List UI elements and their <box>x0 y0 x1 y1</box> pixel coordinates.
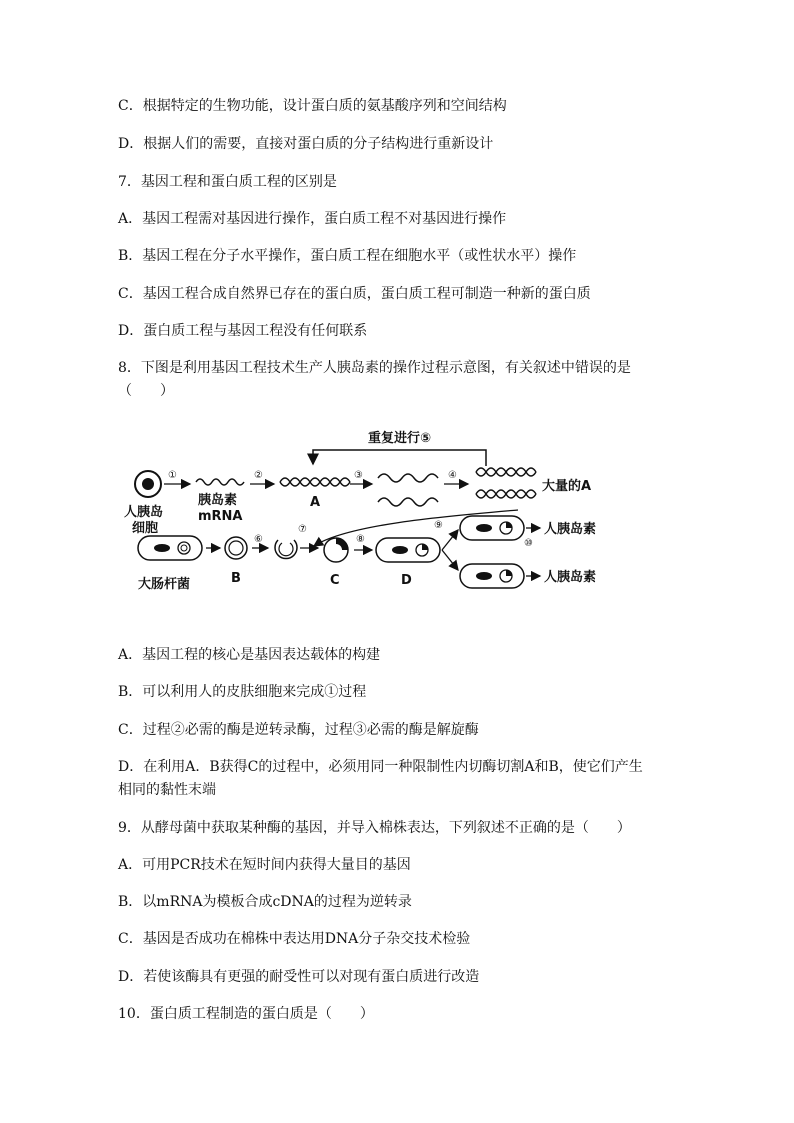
q9-option-b: B．以mRNA为模板合成cDNA的过程为逆转录 <box>118 894 412 910</box>
a-label: A <box>310 495 321 510</box>
svg-text:mRNA: mRNA <box>198 509 243 524</box>
svg-text:⑧: ⑧ <box>356 534 365 545</box>
cut-plasmid-icon <box>279 543 293 556</box>
q9-option-a: A．可用PCR技术在短时间内获得大量目的基因 <box>118 857 411 873</box>
svg-text:⑨: ⑨ <box>434 520 443 531</box>
repeat-label: 重复进行⑤ <box>368 431 432 446</box>
plasmid-b-icon <box>225 537 247 559</box>
question-10: 10．蛋白质工程制造的蛋白质是（ ） <box>118 1006 374 1022</box>
question-7: 7．基因工程和蛋白质工程的区别是 <box>118 174 337 190</box>
insulin-mrna-label: 胰岛素 <box>198 493 238 508</box>
svg-text:⑥: ⑥ <box>254 534 263 545</box>
ecoli-label: 大肠杆菌 <box>138 577 191 592</box>
svg-text:⑦: ⑦ <box>298 524 307 535</box>
human-insulin-label-1: 人胰岛素 <box>544 522 597 537</box>
option-c-text: C．根据特定的生物功能，设计蛋白质的氨基酸序列和空间结构 <box>118 98 507 114</box>
q8-option-a: A．基因工程的核心是基因表达载体的构建 <box>118 647 381 663</box>
q9-option-d: D．若使该酶具有更强的耐受性可以对现有蛋白质进行改造 <box>118 969 480 985</box>
many-a-label: 大量的A <box>542 479 592 494</box>
svg-text:④: ④ <box>448 470 457 481</box>
svg-text:①: ① <box>168 470 177 481</box>
q8-option-b: B．可以利用人的皮肤细胞来完成①过程 <box>118 684 367 700</box>
q7-option-b: B．基因工程在分子水平操作，蛋白质工程在细胞水平（或性状水平）操作 <box>118 248 577 264</box>
islet-label: 人胰岛 <box>124 505 164 520</box>
q8-option-d-line2: 相同的黏性末端 <box>118 782 216 798</box>
svg-text:②: ② <box>254 470 263 481</box>
svg-text:③: ③ <box>354 470 363 481</box>
question-9: 9．从酵母菌中获取某种酶的基因，并导入棉株表达，下列叙述不正确的是（ ） <box>118 820 631 836</box>
question-8-paren: （ ） <box>118 383 174 399</box>
option-d-text: D．根据人们的需要，直接对蛋白质的分子结构进行重新设计 <box>118 136 494 152</box>
d-label: D <box>401 573 412 588</box>
human-insulin-label-2: 人胰岛素 <box>544 570 597 585</box>
svg-text:细胞: 细胞 <box>132 521 159 536</box>
q7-option-c: C．基因工程合成自然界已存在的蛋白质，蛋白质工程可制造一种新的蛋白质 <box>118 286 591 302</box>
question-8: 8．下图是利用基因工程技术生产人胰岛素的操作过程示意图，有关叙述中错误的是 <box>118 360 631 376</box>
svg-text:⑩: ⑩ <box>524 538 533 549</box>
q8-option-c: C．过程②必需的酶是逆转录酶，过程③必需的酶是解旋酶 <box>118 722 479 738</box>
b-label: B <box>231 571 241 586</box>
q7-option-d: D．蛋白质工程与基因工程没有任何联系 <box>118 323 368 339</box>
c-label: C <box>330 573 340 588</box>
insulin-production-diagram <box>118 420 648 600</box>
q8-option-d-line1: D．在利用A．B获得C的过程中，必须用同一种限制性内切酶切割A和B，使它们产生 <box>118 759 643 775</box>
dna-a-icon <box>280 478 350 486</box>
q7-option-a: A．基因工程需对基因进行操作，蛋白质工程不对基因进行操作 <box>118 211 507 227</box>
single-strand-icon <box>378 474 438 482</box>
mrna-icon <box>196 479 244 485</box>
q9-option-c: C．基因是否成功在棉株中表达用DNA分子杂交技术检验 <box>118 931 471 947</box>
many-dna-icon <box>476 490 536 498</box>
